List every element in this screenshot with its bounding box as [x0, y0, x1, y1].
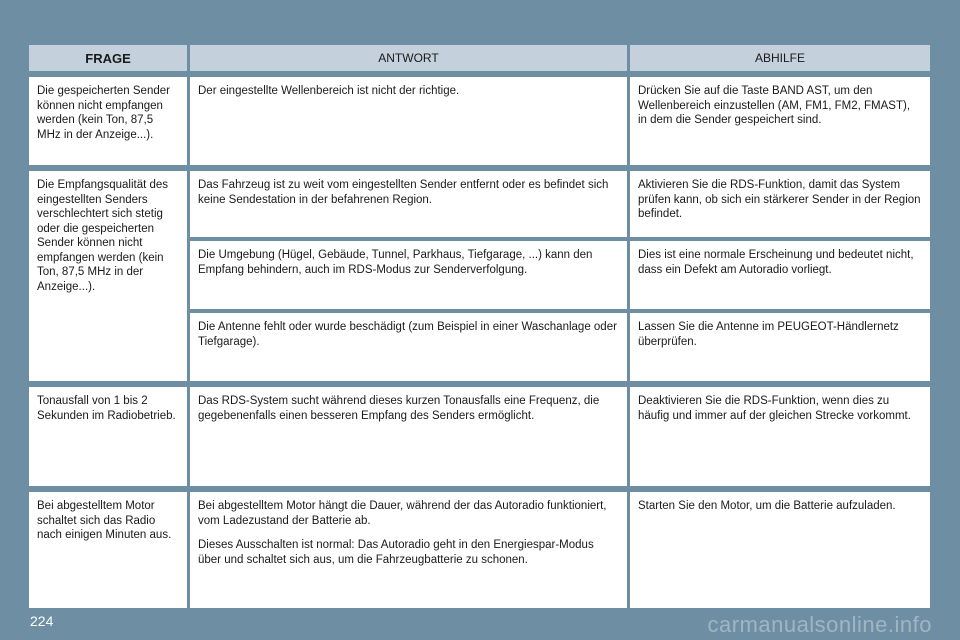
row2b-antwort: Die Umgebung (Hügel, Gebäude, Tunnel, Parkhaus, Tiefgarage, ...) kann den Empfang behindern, auch im RDS-Modus zur Senderverfolgung.: [190, 241, 627, 309]
watermark: carmanualsonline.info: [707, 612, 932, 637]
row2c-abhilfe: Lassen Sie die Antenne im PEUGEOT-Händlernetz überprüfen.: [630, 313, 930, 381]
row4-antwort-p2: Dieses Ausschalten ist normal: Das Autoradio geht in den Energiespar-Modus über und schaltet sich aus, um die Fahrzeugbatterie zu schonen.: [198, 539, 594, 566]
row1-abhilfe: Drücken Sie auf die Taste BAND AST, um den Wellenbereich einzustellen (AM, FM1, FM2, FMAST), in dem die Sender gespeichert sind.: [630, 77, 930, 165]
row1-antwort: Der eingestellte Wellenbereich ist nicht der richtige.: [190, 77, 627, 165]
row3-frage: Tonausfall von 1 bis 2 Sekunden im Radiobetrieb.: [29, 387, 187, 486]
header-abhilfe: ABHILFE: [630, 45, 930, 71]
row4-abhilfe: Starten Sie den Motor, um die Batterie aufzuladen.: [630, 492, 930, 608]
row3-abhilfe: Deaktivieren Sie die RDS-Funktion, wenn dies zu häufig und immer auf der gleichen Strecke vorkommt.: [630, 387, 930, 486]
row2-frage: Die Empfangsqualität des eingestellten Senders verschlechtert sich stetig oder die gespeicherten Sender können nicht empfangen werden (kein Ton, 87,5 MHz in der Anzeige...).: [29, 171, 187, 381]
row3-antwort: Das RDS-System sucht während dieses kurzen Tonausfalls eine Frequenz, die gegebenenfalls einen besseren Empfang des Senders ermöglicht.: [190, 387, 627, 486]
row1-frage: Die gespeicherten Sender können nicht empfangen werden (kein Ton, 87,5 MHz in der Anzeige...).: [29, 77, 187, 165]
row4-antwort-p1: Bei abgestelltem Motor hängt die Dauer, während der das Autoradio funktioniert, vom Ladezustand der Batterie ab.: [198, 500, 607, 527]
header-frage: FRAGE: [29, 45, 187, 71]
row4-antwort: [190, 492, 627, 608]
row4-frage: Bei abgestelltem Motor schaltet sich das Radio nach einigen Minuten aus.: [29, 492, 187, 608]
row2c-antwort: Die Antenne fehlt oder wurde beschädigt (zum Beispiel in einer Waschanlage oder Tiefgarage).: [190, 313, 627, 381]
row2b-abhilfe: Dies ist eine normale Erscheinung und bedeutet nicht, dass ein Defekt am Autoradio vorliegt.: [630, 241, 930, 309]
row2a-abhilfe: Aktivieren Sie die RDS-Funktion, damit das System prüfen kann, ob sich ein stärkerer Sender in der Region befindet.: [630, 171, 930, 237]
page-number: 224: [30, 613, 54, 629]
row2a-antwort: Das Fahrzeug ist zu weit vom eingestellten Sender entfernt oder es befindet sich keine Sendestation in der befahrenen Region.: [190, 171, 627, 237]
header-antwort: ANTWORT: [190, 45, 627, 71]
troubleshooting-table: [29, 45, 930, 608]
